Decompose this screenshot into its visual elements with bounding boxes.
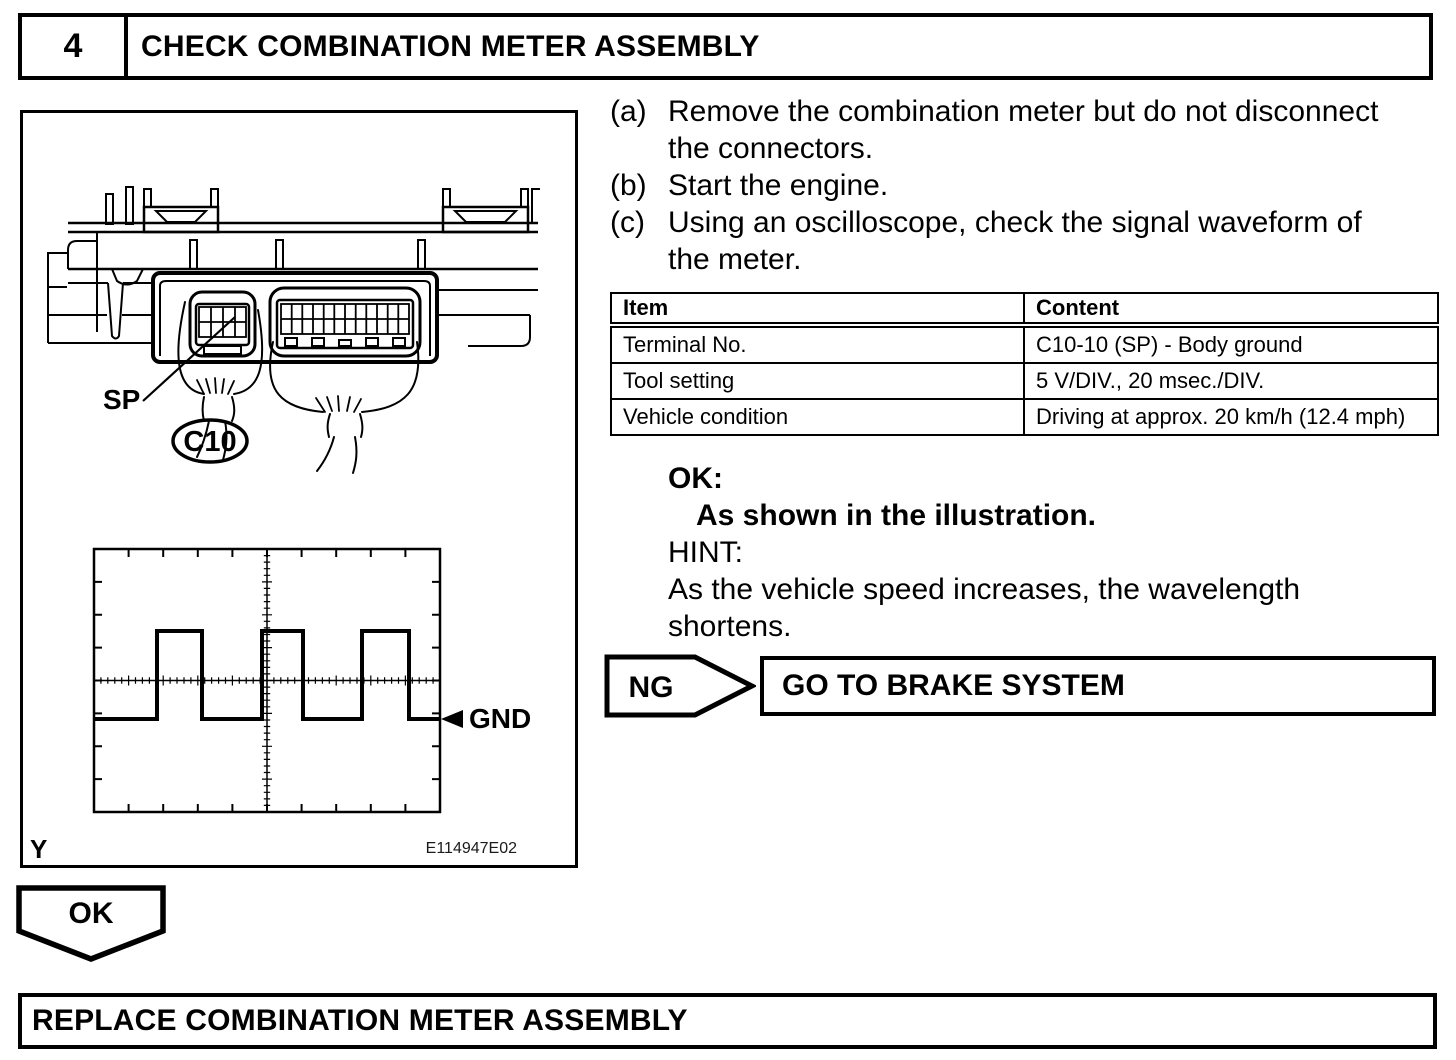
ng-action-box: GO TO BRAKE SYSTEM	[760, 656, 1436, 716]
instruction-item-a	[610, 93, 1426, 167]
c10-label: C10	[183, 426, 237, 458]
result-block	[610, 460, 1426, 645]
table-row	[611, 399, 1438, 435]
ng-label: NG	[628, 671, 674, 704]
instruction-text: Start the engine.	[668, 169, 889, 202]
step-header	[18, 13, 1433, 80]
ng-arrow	[604, 654, 756, 718]
cell-item: Terminal No.	[611, 325, 1024, 363]
instruction-item-b	[610, 167, 1426, 204]
instruction-item-c	[610, 204, 1426, 278]
spec-table-container	[610, 292, 1439, 436]
table-row	[611, 325, 1438, 363]
col-header-item: Item	[611, 293, 1024, 325]
cell-item: Vehicle condition	[611, 399, 1024, 435]
instruction-label: (a)	[610, 95, 647, 128]
hint-text: As the vehicle speed increases, the wavelength shortens.	[668, 573, 1301, 643]
ok-criteria: As shown in the illustration.	[696, 499, 1097, 532]
footer-action-bar: REPLACE COMBINATION METER ASSEMBLY	[18, 993, 1437, 1049]
instruction-text: Remove the combination meter but do not disconnect the connectors.	[668, 95, 1379, 165]
cell-content: C10-10 (SP) - Body ground	[1024, 325, 1438, 363]
ok-arrow-label: OK	[68, 897, 114, 930]
cell-content: Driving at approx. 20 km/h (12.4 mph)	[1024, 399, 1438, 435]
hint-label: HINT:	[668, 536, 743, 569]
table-row	[611, 363, 1438, 399]
y-axis-label: Y	[30, 834, 48, 864]
col-header-content: Content	[1024, 293, 1438, 325]
cell-item: Tool setting	[611, 363, 1024, 399]
page-title: CHECK COMBINATION METER ASSEMBLY	[141, 29, 760, 63]
gnd-label: GND	[469, 703, 532, 734]
ok-arrow	[16, 884, 168, 964]
figure-illustration	[20, 110, 578, 868]
cell-content: 5 V/DIV., 20 msec./DIV.	[1024, 363, 1438, 399]
ok-label: OK:	[668, 462, 723, 495]
step-number: 4	[22, 17, 128, 76]
instruction-list	[610, 93, 1426, 278]
figure-code: E114947E02	[425, 840, 517, 857]
instruction-text: Using an oscilloscope, check the signal waveform of the meter.	[668, 206, 1362, 276]
c10-badge	[173, 420, 247, 462]
instruction-label: (b)	[610, 169, 647, 202]
figure-border	[22, 112, 577, 867]
table-header-row	[611, 293, 1438, 325]
spec-table	[610, 292, 1439, 436]
sp-label: SP	[103, 384, 141, 415]
instruction-label: (c)	[610, 206, 645, 239]
